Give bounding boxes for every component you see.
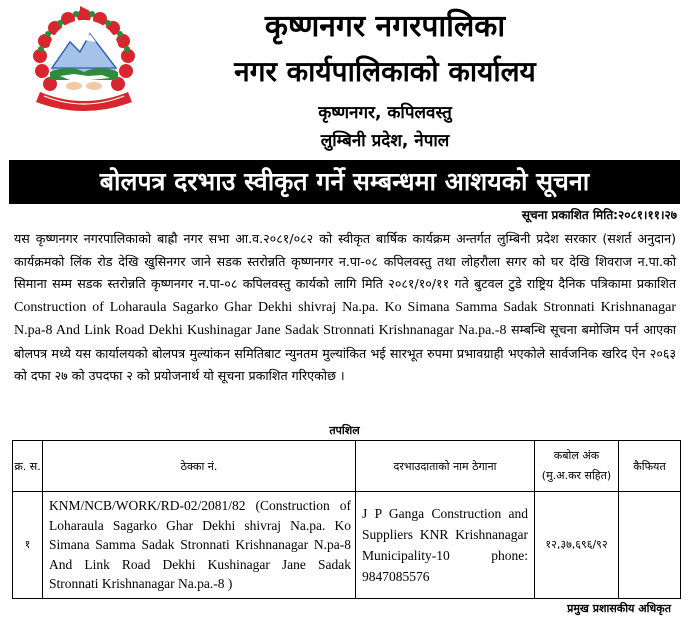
row-bidder: J P Ganga Construction and Suppliers KNR Krishnanagar Municipality-10 phone: 9847085576	[356, 492, 535, 599]
notice-body-project-name: Construction of Loharaula Sagarko Ghar Dekhi shivraj Na.pa. Ko Simana Samma Sadak Stronnati Krishnanagar N.pa-8 And Link Road Dekhi Kushinagar Jane Sadak Stronnati Krishnanagar Na.pa.-8	[14, 299, 676, 338]
office-location: कृष्णनगर, कपिलवस्तु	[318, 103, 452, 123]
table-header-row	[13, 441, 681, 492]
municipality-name: कृष्णनगर नगरपालिका	[264, 9, 506, 44]
row-sn: १	[13, 492, 43, 599]
header-remarks: कैफियत	[619, 441, 681, 492]
notice-body	[14, 228, 676, 388]
schedule-label: तपशिल	[329, 424, 360, 437]
notice-title: बोलपत्र दरभाउ स्वीकृत गर्ने सम्बन्धमा आशयको सूचना	[9, 160, 680, 204]
office-province: लुम्बिनी प्रदेश, नेपाल	[320, 131, 450, 151]
office-name: नगर कार्यपालिकाको कार्यालय	[234, 55, 536, 88]
row-remarks	[619, 492, 681, 599]
bid-table	[12, 440, 681, 599]
header-sn: क्र. स.	[13, 441, 43, 492]
header-bidder: दरभाउदाताको नाम ठेगाना	[356, 441, 535, 492]
published-date: सूचना प्रकाशित मिति:२०८१।११।२७	[521, 208, 677, 222]
table-row	[13, 492, 681, 599]
nepal-emblem-icon	[30, 6, 138, 116]
row-amount: १२,३७,६९६/९२	[535, 492, 619, 599]
header-contract: ठेक्का नं.	[43, 441, 356, 492]
row-contract: KNM/NCB/WORK/RD-02/2081/82 (Construction of Loharaula Sagarko Ghar Dekhi shivraj Na.pa. Ko Simana Samma Sadak Stronnati Krishnanagar N.pa-8 And Link Road Dekhi Kushinagar Jane Sadak Stronnati Krishnanagar Na.pa.-8 )	[43, 492, 356, 599]
notice-body-part2: सम्बन्धि सूचना बमोजिम पर्न आएका बोलपत्र मध्ये यस कार्यालयको बोलपत्र मुल्यांकन समितिबाट न्युनतम मुल्यांकित भई सारभूत रुपमा प्रभावग्राही भएकोले सार्वजनिक खरिद ऐन २०६३ को दफा २७ को उपदफा २ को प्रयोजनार्थ यो सूचना प्रकाशित गरिएकोछ ।	[14, 322, 677, 383]
header-amount: कबोल अंक (मु.अ.कर सहित)	[535, 441, 619, 492]
notice-body-part1: यस कृष्णनगर नगरपालिकाको बाह्रौ नगर सभा आ.व.२०८१/०८२ को स्वीकृत बार्षिक कार्यक्रम अन्तर्गत लुम्बिनी प्रदेश सरकार (सशर्त अनुदान) कार्यक्रमको लिंक रोड देखि खुसिनगर जाने सडक स्तरोन्नति कृष्णनगर न.पा-०८ कपिलवस्तु तथा लोहरौला सगर को घर देखि शिवराज न.पा.को सिमाना सम्म सडक स्तरोन्नति कृष्णनगर न.पा-०८ कपिलवस्तु कार्यको लागि मिति २०८१/१०/११ गते बुटवल टुडे राष्ट्रिय दैनिक पत्रिकामा प्रकाशित	[14, 231, 676, 291]
signatory-title: प्रमुख प्रशासकीय अधिकृत	[567, 602, 671, 615]
